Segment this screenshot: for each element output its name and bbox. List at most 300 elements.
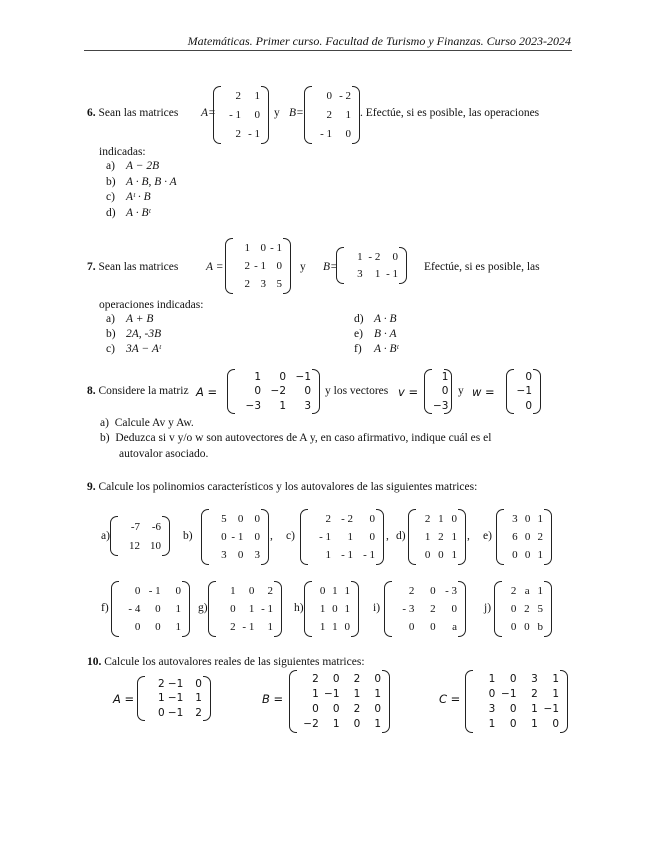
problem-9-label-e: e) [483, 530, 492, 542]
matrix-cell: 1 [279, 399, 286, 412]
matrix-cell: 0 [345, 127, 351, 140]
problem-8-vectors-text: y los vectores [325, 385, 389, 397]
list-item [106, 312, 161, 327]
list-item [354, 312, 398, 327]
problem-10-number: 10. [87, 656, 102, 668]
problem-8-item-a-label: a) [100, 417, 109, 429]
matrix-cell: 1 [488, 672, 496, 685]
matrix-cell: −1 [324, 687, 340, 700]
matrix-cell: −1 [295, 371, 311, 384]
matrix-cell: 1 [175, 621, 181, 633]
problem-8-vector-w [506, 369, 541, 414]
problem-9-label-b: b) [183, 530, 193, 542]
matrix-cell: 0 [451, 603, 457, 615]
matrix-cell: 1 [230, 585, 236, 597]
matrix-cell: 0 [374, 672, 381, 685]
problem-10-lead: Calcule los autovalores reales de las siguientes matrices: [104, 656, 365, 668]
problem-9-label-f: f) [101, 602, 109, 614]
matrix-cell: 2 [430, 603, 436, 615]
matrix-cell: 1 [332, 585, 338, 597]
matrix-cell: - 1 [148, 585, 161, 597]
matrix-cell: - 1 [363, 549, 375, 561]
matrix-cell: 0 [509, 718, 517, 731]
matrix-cell: - 1 [254, 260, 266, 272]
problem-6-continuation: indicadas: [99, 146, 146, 158]
problem-9-matrix-j [494, 581, 552, 637]
matrix-cell: 0 [254, 513, 260, 525]
list-item-label: c) [106, 343, 115, 355]
matrix-cell: 1 [424, 531, 431, 543]
page-header: Matemáticas. Primer curso. Facultad de Turismo y Finanzas. Curso 2023-2024 [187, 34, 571, 48]
problem-6-b-label: B= [289, 107, 304, 119]
matrix-cell: - 1 [261, 603, 273, 615]
list-item-text: A · Bᵗ [126, 206, 151, 219]
matrix-cell: 2 [235, 90, 241, 103]
matrix-cell: 0 [221, 531, 227, 543]
matrix-cell: 3 [221, 549, 227, 561]
matrix-cell: 0 [552, 718, 559, 731]
matrix-cell: 1 [157, 692, 165, 705]
matrix-cell: 3 [260, 278, 266, 290]
matrix-cell: 2 [244, 260, 250, 272]
left-paren [465, 670, 473, 733]
matrix-cell: 5 [537, 603, 543, 615]
matrix-cell: - 4 [128, 603, 141, 615]
matrix-cell: 2 [408, 585, 415, 597]
list-item [106, 342, 161, 357]
problem-8-item-a-text: Calcule Av y Aw. [114, 417, 194, 429]
matrix-cell: 0 [312, 703, 319, 716]
matrix-cell: 1 [345, 108, 351, 121]
problem-7-a-label: A = [206, 261, 224, 273]
matrix-cell: 2 [326, 108, 332, 121]
matrix-cell: - 1 [229, 108, 241, 121]
matrix-cell: 2 [438, 531, 444, 543]
problem-8-item-b-text: Deduzca si v y/o w son autovectores de A y, en caso afirmativo, indique cuál es el [115, 432, 492, 444]
matrix-cell: 2 [312, 672, 319, 685]
matrix-cell: - 1 [386, 268, 398, 281]
problem-9-matrix-g [208, 581, 282, 637]
matrix-cell: - 3 [445, 585, 457, 597]
matrix-cell: 2 [157, 678, 165, 691]
right-paren [162, 516, 170, 556]
matrix-cell: 1 [175, 603, 181, 615]
matrix-cell: 0 [279, 371, 286, 384]
matrix-cell: 2 [537, 531, 543, 543]
matrix-cell: 0 [254, 531, 260, 543]
matrix-cell: 1 [451, 549, 457, 561]
matrix-cell: 1 [332, 621, 338, 633]
right-paren [182, 581, 190, 637]
matrix-cell: 5 [221, 513, 227, 525]
matrix-cell: 0 [525, 371, 532, 384]
matrix-cell: 3 [304, 399, 311, 412]
matrix-cell: 1 [332, 718, 340, 731]
matrix-cell: −1 [516, 385, 532, 398]
matrix-cell: 1 [353, 687, 361, 700]
list-item [106, 327, 161, 342]
matrix-cell: - 1 [248, 127, 260, 140]
list-item-label: b) [106, 175, 116, 188]
matrix-cell: - 1 [242, 621, 255, 633]
problem-9-matrix-c [300, 509, 384, 565]
matrix-cell: 0 [451, 513, 457, 525]
matrix-cell: 0 [430, 621, 436, 633]
problem-9-comma-b: , [270, 530, 273, 542]
list-item-label: b) [106, 328, 116, 340]
matrix-cell: 1 [537, 585, 543, 597]
right-paren [544, 509, 552, 565]
matrix-cell: 0 [332, 672, 340, 685]
right-paren [351, 581, 359, 637]
list-item-label: f) [354, 343, 362, 355]
right-paren [458, 581, 466, 637]
problem-7-and: y [300, 261, 306, 273]
list-item [106, 159, 177, 175]
left-paren [289, 670, 297, 733]
matrix-cell: - 1 [319, 531, 331, 543]
right-paren [203, 676, 211, 721]
matrix-cell: 1 [537, 549, 543, 561]
right-paren [560, 670, 568, 733]
problem-8-a-label: A = [196, 385, 218, 399]
matrix-cell: 0 [509, 703, 517, 716]
problem-9-matrix-d [408, 509, 466, 565]
matrix-cell: 0 [392, 250, 398, 263]
left-paren [408, 509, 416, 565]
matrix-cell: - 2 [339, 90, 351, 103]
matrix-cell: 0 [155, 603, 161, 615]
problem-8-item-b-text-cont: autovalor asociado. [119, 448, 209, 460]
problem-8-item-a [100, 417, 194, 429]
problem-6-line [87, 107, 178, 119]
list-item-label: c) [106, 191, 115, 203]
matrix-cell: 1 [537, 513, 543, 525]
matrix-cell: 3 [531, 672, 538, 685]
matrix-cell: −2 [303, 718, 319, 731]
matrix-cell: 1 [374, 687, 381, 700]
matrix-cell: 3 [488, 703, 496, 716]
matrix-cell: 1 [248, 603, 255, 615]
list-item [106, 206, 177, 222]
matrix-cell: 0 [525, 399, 532, 412]
right-paren [312, 369, 320, 414]
matrix-cell: −2 [270, 385, 286, 398]
matrix-cell: - 1 [341, 549, 353, 561]
matrix-cell: 2 [230, 621, 236, 633]
right-paren [283, 238, 291, 294]
matrix-cell: 0 [353, 718, 361, 731]
list-item-label: a) [106, 313, 115, 325]
problem-6-matrix-b [304, 86, 360, 144]
matrix-cell: 0 [374, 703, 381, 716]
problem-9-number: 9. [87, 481, 96, 493]
matrix-cell: 0 [157, 706, 165, 719]
matrix-cell: 0 [332, 703, 340, 716]
problem-8-vector-v [424, 369, 452, 414]
matrix-cell: 0 [319, 585, 326, 597]
problem-9-label-d: d) [396, 530, 406, 542]
matrix-cell: 1 [374, 718, 381, 731]
problem-7-tail: Efectúe, si es posible, las [424, 261, 540, 273]
problem-6-items [106, 159, 177, 221]
matrix-cell: a [524, 585, 530, 597]
problem-10-c-label: C = [439, 692, 461, 706]
matrix-cell: 1 [344, 585, 350, 597]
matrix-cell: 1 [319, 621, 326, 633]
matrix-cell: 0 [510, 603, 517, 615]
matrix-cell: 3 [357, 268, 363, 281]
problem-9-matrix-f [111, 581, 190, 637]
problem-7-matrix-b [336, 247, 407, 284]
matrix-cell: 1 [451, 531, 457, 543]
list-item-text: 2A, -3B [126, 328, 162, 340]
right-paren [458, 509, 466, 565]
matrix-cell: 0 [237, 513, 244, 525]
problem-8-line [87, 385, 189, 397]
left-paren [424, 369, 432, 414]
list-item-label: a) [106, 160, 115, 172]
problem-8-v-label: v = [398, 385, 419, 399]
problem-10-b-label: B = [262, 692, 284, 706]
problem-7-line [87, 261, 178, 273]
problem-8-w-label: w = [472, 385, 495, 399]
left-paren [137, 676, 145, 721]
list-item [106, 190, 177, 206]
matrix-cell: 2 [195, 706, 202, 719]
problem-8-item-b-label: b) [100, 432, 110, 444]
matrix-cell: 1 [312, 687, 319, 700]
left-paren [496, 509, 504, 565]
matrix-cell: 0 [134, 585, 141, 597]
problem-6-and: y [274, 107, 280, 119]
problem-7-right-items [354, 312, 398, 357]
problem-8-and: y [458, 385, 464, 397]
problem-9-label-c: c) [286, 530, 295, 542]
matrix-cell: −3 [245, 399, 261, 412]
problem-7-left-items [106, 312, 161, 357]
matrix-cell: 0 [254, 108, 260, 121]
problem-9-matrix-i [384, 581, 466, 637]
matrix-cell: 0 [369, 531, 375, 543]
left-paren [110, 516, 118, 556]
matrix-cell: 1 [344, 603, 350, 615]
matrix-cell: -6 [151, 520, 161, 533]
matrix-cell: - 2 [341, 513, 353, 525]
matrix-cell: -7 [130, 520, 140, 533]
matrix-cell: 2 [325, 513, 331, 525]
list-item-text: Aᵗ · B [126, 191, 151, 203]
problem-7-continuation: operaciones indicadas: [99, 299, 204, 311]
problem-6-number: 6. [87, 107, 96, 119]
problem-9-matrix-b [201, 509, 269, 565]
matrix-cell: 2 [353, 703, 361, 716]
right-paren [544, 581, 552, 637]
left-paren [111, 581, 119, 637]
matrix-cell: 0 [326, 90, 332, 103]
right-paren [382, 670, 390, 733]
matrix-cell: 2 [524, 603, 530, 615]
right-paren [261, 509, 269, 565]
list-item-label: e) [354, 328, 363, 340]
right-paren [399, 247, 407, 284]
header-rule [84, 50, 572, 51]
matrix-cell: - 1 [320, 127, 332, 140]
matrix-cell: 0 [254, 385, 261, 398]
matrix-cell: −1 [167, 692, 184, 705]
matrix-cell: 1 [552, 687, 559, 700]
matrix-cell: 0 [369, 513, 375, 525]
matrix-cell: 0 [424, 549, 431, 561]
problem-8-item-b [100, 432, 491, 444]
left-paren [300, 509, 308, 565]
list-item-label: d) [106, 206, 116, 219]
matrix-cell: 5 [276, 278, 282, 290]
problem-10-a-label: A = [113, 692, 135, 706]
left-paren [201, 509, 209, 565]
problem-10-line [87, 656, 365, 668]
matrix-cell: 0 [488, 687, 496, 700]
problem-9-label-g: g) [198, 602, 208, 614]
matrix-cell: 0 [524, 531, 531, 543]
problem-7-lead: Sean las matrices [98, 261, 179, 273]
problem-9-matrix-a [110, 516, 170, 556]
left-paren [494, 581, 502, 637]
problem-9-matrix-h [304, 581, 359, 637]
matrix-cell: 1 [531, 703, 538, 716]
matrix-cell: 1 [531, 718, 538, 731]
problem-9-matrix-e [496, 509, 552, 565]
list-item-text: A · B [374, 313, 397, 325]
matrix-cell: 0 [512, 549, 518, 561]
matrix-cell: 1 [357, 250, 363, 263]
matrix-cell: 1 [254, 90, 260, 103]
matrix-cell: 3 [254, 549, 260, 561]
matrix-cell: 2 [353, 672, 361, 685]
matrix-cell: 2 [510, 585, 517, 597]
matrix-cell: 1 [552, 672, 559, 685]
left-paren [506, 369, 514, 414]
matrix-cell: −1 [501, 687, 517, 700]
list-item [354, 342, 398, 357]
matrix-cell: 0 [175, 585, 181, 597]
problem-10-matrix-a [137, 676, 211, 721]
matrix-cell: 0 [430, 585, 436, 597]
matrix-cell: −1 [167, 706, 184, 719]
matrix-cell: b [537, 621, 543, 633]
problem-9-label-h: h) [294, 602, 304, 614]
matrix-cell: 12 [129, 539, 140, 552]
matrix-cell: 0 [441, 385, 449, 398]
left-paren [213, 86, 221, 144]
right-paren [274, 581, 282, 637]
matrix-cell: 0 [230, 603, 236, 615]
list-item-text: A − 2B [126, 160, 160, 172]
matrix-cell: 0 [438, 549, 444, 561]
list-item-text: 3A − Aᵗ [126, 343, 161, 355]
matrix-cell: 1 [438, 513, 444, 525]
matrix-cell: 0 [237, 549, 244, 561]
right-paren [352, 86, 360, 144]
problem-6-tail: . Efectúe, si es posible, las operaciones [360, 107, 540, 119]
problem-8-number: 8. [87, 385, 96, 397]
matrix-cell: 1 [319, 603, 326, 615]
matrix-cell: −3 [433, 399, 449, 412]
matrix-cell: −1 [543, 703, 559, 716]
matrix-cell: 0 [276, 260, 282, 272]
matrix-cell: 1 [244, 242, 250, 254]
list-item-text: A · Bᵗ [374, 343, 399, 355]
left-paren [225, 238, 233, 294]
list-item-text: B · A [374, 328, 397, 340]
matrix-cell: 0 [524, 513, 531, 525]
matrix-cell: 1 [254, 371, 261, 384]
matrix-cell: 10 [150, 539, 161, 552]
matrix-cell: 0 [408, 621, 415, 633]
left-paren [227, 369, 235, 414]
matrix-cell: 0 [304, 385, 311, 398]
problem-7-matrix-a [225, 238, 291, 294]
matrix-cell: 1 [347, 531, 353, 543]
problem-9-comma-d: , [467, 530, 470, 542]
problem-9-lead: Calcule los polinomios característicos y los autovalores de las siguientes matrices: [98, 481, 478, 493]
right-paren [261, 86, 269, 144]
list-item-text: A + B [126, 313, 154, 325]
matrix-cell: 1 [374, 268, 381, 281]
matrix-cell: - 2 [368, 250, 381, 263]
list-item-label: d) [354, 313, 364, 325]
problem-8-matrix-a [227, 369, 320, 414]
matrix-cell: 0 [524, 549, 531, 561]
matrix-cell: 0 [134, 621, 141, 633]
matrix-cell: a [452, 621, 457, 633]
list-item [106, 175, 177, 191]
matrix-cell: 0 [509, 672, 517, 685]
matrix-cell: 0 [248, 585, 255, 597]
matrix-cell: 0 [195, 678, 202, 691]
problem-7-b-label: B= [323, 261, 338, 273]
left-paren [304, 86, 312, 144]
matrix-cell: 6 [512, 531, 518, 543]
problem-6-matrix-a [213, 86, 269, 144]
matrix-cell: −1 [167, 678, 184, 691]
matrix-cell: 2 [531, 687, 538, 700]
problem-9-label-i: i) [373, 602, 381, 614]
list-item [354, 327, 398, 342]
matrix-cell: 3 [512, 513, 518, 525]
problem-10-matrix-c [465, 670, 568, 733]
matrix-cell: - 3 [402, 603, 415, 615]
left-paren [304, 581, 312, 637]
problem-7-number: 7. [87, 261, 96, 273]
left-paren [208, 581, 216, 637]
list-item-text: A · B, B · A [126, 175, 177, 188]
matrix-cell: 0 [260, 242, 266, 254]
matrix-cell: 0 [155, 621, 161, 633]
problem-9-comma-c: , [386, 530, 389, 542]
left-paren [336, 247, 344, 284]
problem-9-label-a: a) [101, 530, 110, 542]
left-paren [384, 581, 392, 637]
matrix-cell: 0 [344, 621, 350, 633]
matrix-cell: 0 [524, 621, 530, 633]
matrix-cell: 1 [195, 692, 202, 705]
right-paren [376, 509, 384, 565]
matrix-cell: 1 [441, 371, 449, 384]
matrix-cell: - 1 [270, 242, 282, 254]
matrix-cell: 2 [235, 127, 241, 140]
matrix-cell: 2 [244, 278, 250, 290]
